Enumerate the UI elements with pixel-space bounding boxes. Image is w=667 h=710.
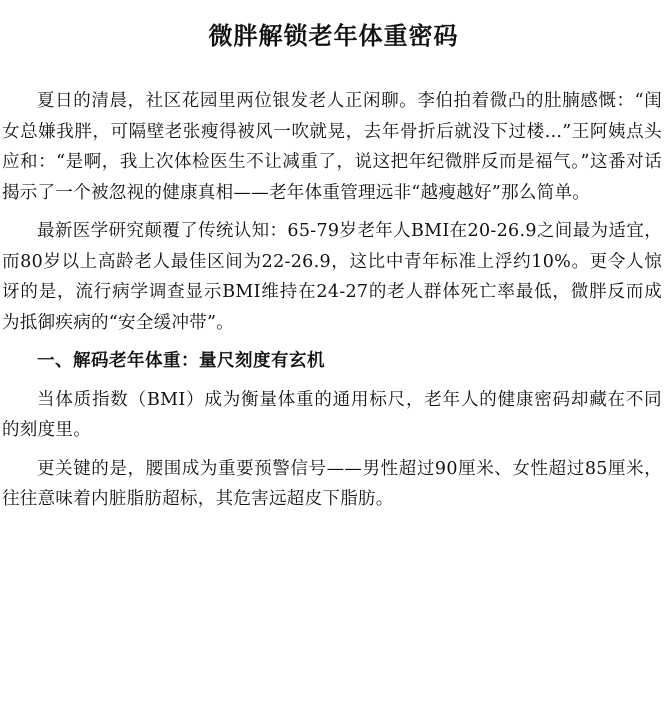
paragraph-intro-dialogue: 夏日的清晨，社区花园里两位银发老人正闲聊。李伯拍着微凸的肚腩感慨：“闺女总嫌我胖，可隔壁老张瘦得被风一吹就晃，去年骨折后就没下过楼...”王阿姨点头应和：“是啊，我上次体检医生不让减重了，说这把年纪微胖反而是福气。”这番对话揭示了一个被忽视的健康真相——老年体重管理远非“越瘦越好”那么简单。: [2, 91, 662, 203]
section-heading: 一、解码老年体重：量尺刻度有玄机: [37, 351, 325, 371]
article-body: [2, 86, 662, 515]
paragraph-bmi-measure: 当体质指数（BMI）成为衡量体重的通用标尺，老年人的健康密码却藏在不同的刻度里。: [2, 389, 662, 440]
paragraph-bmi-research: 最新医学研究颠覆了传统认知：65-79岁老年人BMI在20-26.9之间最为适宜，而80岁以上高龄老人最佳区间为22-26.9，这比中青年标准上浮约10%。更令人惊讶的是，流行病学调查显示BMI维持在24-27的老人群体死亡率最低，微胖反而成为抵御疾病的“安全缓冲带”。: [2, 221, 662, 333]
paragraph-waist-warning: 更关键的是，腰围成为重要预警信号——男性超过90厘米、女性超过85厘米，往往意味着内脏脂肪超标，其危害远超皮下脂肪。: [2, 458, 662, 509]
article-title: 微胖解锁老年体重密码: [208, 22, 459, 51]
